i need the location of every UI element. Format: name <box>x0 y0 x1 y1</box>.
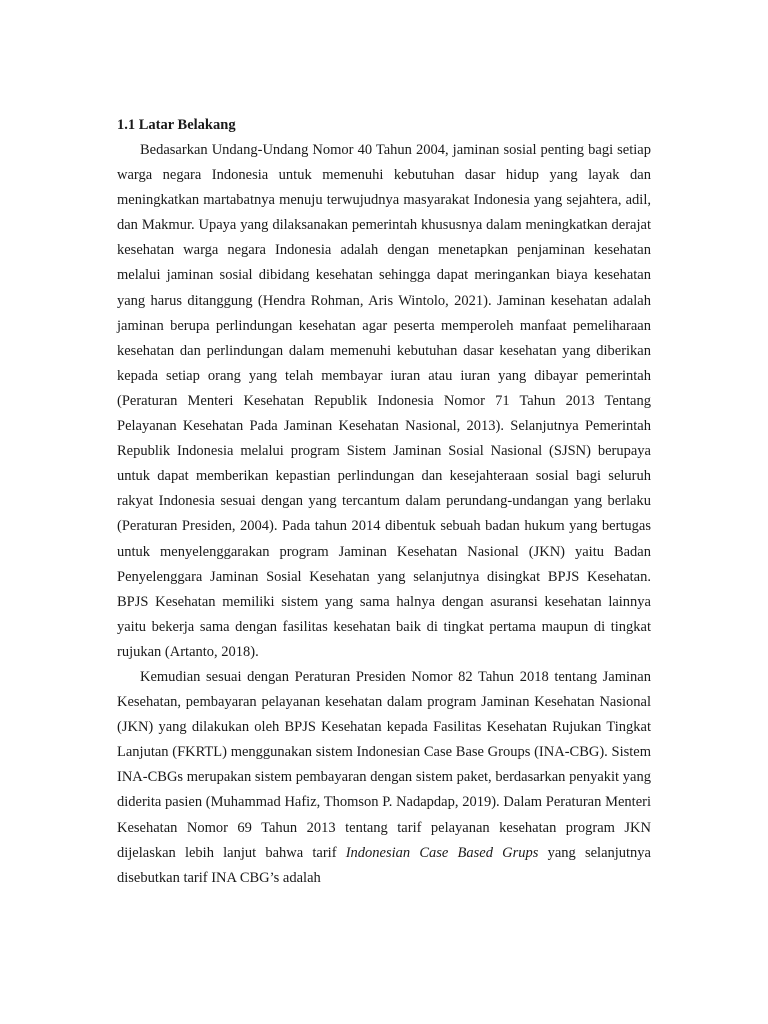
paragraph-1: Bedasarkan Undang-Undang Nomor 40 Tahun 2004, jaminan sosial penting bagi setiap warga negara Indonesia untuk memenuhi kebutuhan dasar hidup yang layak dan meningkatkan martabatnya menuju terwujudnya masyarakat Indonesia yang sejahtera, adil, dan Makmur. Upaya yang dilaksanakan pemerintah khususnya dalam meningkatkan derajat kesehatan warga negara Indonesia adalah dengan menetapkan penjaminan kesehatan melalui jaminan sosial dibidang kesehatan sehingga dapat meringankan biaya kesehatan yang harus ditanggung (Hendra Rohman, Aris Wintolo, 2021). Jaminan kesehatan adalah jaminan berupa perlindungan kesehatan agar peserta memperoleh manfaat pemeliharaan kesehatan dan perlindungan dalam memenuhi kebutuhan dasar kesehatan yang diberikan kepada setiap orang yang telah membayar iuran atau iuran yang dibayar pemerintah (Peraturan Menteri Kesehatan Republik Indonesia Nomor 71 Tahun 2013 Tentang Pelayanan Kesehatan Pada Jaminan Kesehatan Nasional, 2013). Selanjutnya Pemerintah Republik Indonesia melalui program Sistem Jaminan Sosial Nasional (SJSN) berupaya untuk dapat memberikan kepastian perlindungan dan kesejahteraan sosial bagi seluruh rakyat Indonesia sesuai dengan yang tercantum dalam perundang-undangan yang berlaku (Peraturan Presiden, 2004). Pada tahun 2014 dibentuk sebuah badan hukum yang bertugas untuk menyelenggarakan program Jaminan Kesehatan Nasional (JKN) yaitu Badan Penyelenggara Jaminan Sosial Kesehatan yang selanjutnya disingkat BPJS Kesehatan. BPJS Kesehatan memiliki sistem yang sama halnya dengan asuransi kesehatan lainnya yaitu bekerja sama dengan fasilitas kesehatan baik di tingkat pertama maupun di tingkat rujukan (Artanto, 2018). <box>117 142 651 660</box>
section-heading: 1.1 Latar Belakang <box>117 117 236 133</box>
paragraph-2-text-b: yang selanjutnya disebutkan tarif INA CBG’s adalah <box>117 844 651 886</box>
paragraph-2-italic-term: Indonesian Case Based Grups <box>345 844 539 861</box>
document-page <box>117 113 651 891</box>
paragraph-2-text-a: Kemudian sesuai dengan Peraturan Presiden Nomor 82 Tahun 2018 tentang Jaminan Kesehatan, pembayaran pelayanan kesehatan dalam program Jaminan Kesehatan Nasional (JKN) yang dilakukan oleh BPJS Kesehatan kepada Fasilitas Kesehatan Rujukan Tingkat Lanjutan (FKRTL) menggunakan sistem Indonesian Case Base Groups (INA-CBG). Sistem INA-CBGs merupakan sistem pembayaran dengan sistem paket, berdasarkan penyakit yang diderita pasien (Muhammad Hafiz, Thomson P. Nadapdap, 2019). Dalam Peraturan Menteri Kesehatan Nomor 69 Tahun 2013 tentang tarif pelayanan kesehatan program JKN dijelaskan lebih lanjut bahwa tarif <box>117 668 651 861</box>
paragraph-2 <box>117 665 651 891</box>
